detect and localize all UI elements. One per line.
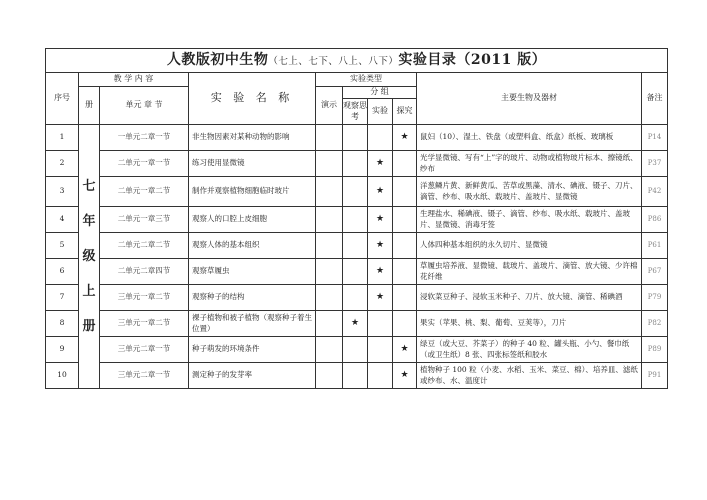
row-experiment-name: 非生物因素对某种动物的影响 xyxy=(189,125,316,151)
row-experiment-name: 测定种子的发芽率 xyxy=(189,363,316,389)
table-row xyxy=(46,125,668,151)
row-page: P82 xyxy=(642,311,668,337)
row-materials: 草履虫培养液、显微镜、载玻片、盖玻片、滴管、放大镜、少许棉花纤维 xyxy=(417,259,642,285)
row-materials: 鼠妇（10）、湿土、铁盘（或塑料盒、纸盒）纸板、玻璃板 xyxy=(417,125,642,151)
row-unit: 二单元一章三节 xyxy=(100,207,189,233)
row-experiment-name: 观察人的口腔上皮细胞 xyxy=(189,207,316,233)
header-seq: 序号 xyxy=(46,73,79,125)
title-grades: （七上、七下、八上、八下） xyxy=(268,56,399,68)
star-icon: ★ xyxy=(375,266,385,277)
row-experiment xyxy=(368,311,393,337)
row-demo xyxy=(316,285,343,311)
row-explore xyxy=(393,233,417,259)
row-unit: 二单元一章二节 xyxy=(100,177,189,207)
header-group: 分 组 xyxy=(343,87,417,99)
row-observe xyxy=(343,177,368,207)
star-icon: ★ xyxy=(375,158,385,169)
row-no: 1 xyxy=(46,125,79,151)
table-row xyxy=(46,151,668,177)
star-icon: ★ xyxy=(350,318,360,329)
row-observe xyxy=(343,151,368,177)
star-icon: ★ xyxy=(375,186,385,197)
row-demo xyxy=(316,177,343,207)
row-experiment xyxy=(368,337,393,363)
table-row xyxy=(46,311,668,337)
row-unit: 一单元二章一节 xyxy=(100,125,189,151)
row-experiment xyxy=(368,363,393,389)
row-materials: 植物种子 100 粒（小麦、水稻、玉米、菜豆、棉）、培养皿、滤纸或纱布、水、温度计 xyxy=(417,363,642,389)
table-row xyxy=(46,233,668,259)
row-observe xyxy=(343,363,368,389)
header-materials: 主要生物及器材 xyxy=(417,73,642,125)
row-no: 2 xyxy=(46,151,79,177)
row-page: P37 xyxy=(642,151,668,177)
row-observe xyxy=(343,311,368,337)
row-observe xyxy=(343,233,368,259)
row-demo xyxy=(316,337,343,363)
row-no: 6 xyxy=(46,259,79,285)
row-no: 5 xyxy=(46,233,79,259)
row-demo xyxy=(316,207,343,233)
header-remarks: 备注 xyxy=(642,73,668,125)
page-title xyxy=(46,49,668,73)
row-page: P67 xyxy=(642,259,668,285)
row-experiment-name: 裸子植物和被子植物（观察种子着生位置） xyxy=(189,311,316,337)
row-no: 9 xyxy=(46,337,79,363)
experiment-catalog-table xyxy=(45,48,668,389)
row-materials: 洋葱鳞片黄、新鲜黄瓜、苦草或黑藻、清水、碘液、镊子、刀片、滴管、纱布、吸水纸、载玻片、盖玻片、显微镜 xyxy=(417,177,642,207)
row-experiment xyxy=(368,259,393,285)
row-experiment xyxy=(368,207,393,233)
table-row xyxy=(46,177,668,207)
row-explore xyxy=(393,125,417,151)
row-experiment-name: 练习使用显微镜 xyxy=(189,151,316,177)
header-explore: 探究 xyxy=(393,99,417,125)
header-unit-chapter: 单元 章 节 xyxy=(100,87,189,125)
row-unit: 三单元一章二节 xyxy=(100,311,189,337)
title-suffix: 实验目录（2011 版） xyxy=(398,52,547,69)
row-experiment-name: 种子萌发的环境条件 xyxy=(189,337,316,363)
row-unit: 三单元一章二节 xyxy=(100,285,189,311)
row-experiment xyxy=(368,285,393,311)
table-row xyxy=(46,337,668,363)
row-page: P14 xyxy=(642,125,668,151)
header-demo: 演示 xyxy=(316,87,343,125)
row-materials: 浸软菜豆种子、浸软玉米种子、刀片、放大镜、滴管、稀碘酒 xyxy=(417,285,642,311)
row-explore xyxy=(393,177,417,207)
row-observe xyxy=(343,259,368,285)
header-observe: 观察思考 xyxy=(343,99,368,125)
row-observe xyxy=(343,207,368,233)
row-demo xyxy=(316,363,343,389)
row-explore xyxy=(393,311,417,337)
row-demo xyxy=(316,311,343,337)
row-materials: 果实（苹果、桃、梨、葡萄、豆荚等），刀片 xyxy=(417,311,642,337)
table-row xyxy=(46,259,668,285)
row-unit: 二单元二章二节 xyxy=(100,233,189,259)
star-icon: ★ xyxy=(375,292,385,303)
row-unit: 三单元二章一节 xyxy=(100,337,189,363)
row-page: P89 xyxy=(642,337,668,363)
table-row xyxy=(46,363,668,389)
header-experiment-type: 实验类型 xyxy=(316,73,417,87)
row-materials: 绿豆（或大豆、芥菜子）的种子 40 粒、罐头瓶、小勺、餐巾纸（或卫生纸）8 张、四张标签纸和胶水 xyxy=(417,337,642,363)
row-demo xyxy=(316,151,343,177)
row-observe xyxy=(343,125,368,151)
star-icon: ★ xyxy=(375,214,385,225)
row-explore xyxy=(393,151,417,177)
row-demo xyxy=(316,259,343,285)
row-explore xyxy=(393,207,417,233)
title-main: 人教版初中生物 xyxy=(166,52,269,69)
star-icon: ★ xyxy=(400,344,409,355)
row-page: P61 xyxy=(642,233,668,259)
header-experiment-name: 实 验 名 称 xyxy=(189,73,316,125)
row-no: 4 xyxy=(46,207,79,233)
header-volume: 册 xyxy=(79,87,100,125)
row-unit: 三单元二章一节 xyxy=(100,363,189,389)
row-no: 7 xyxy=(46,285,79,311)
table-row xyxy=(46,207,668,233)
row-experiment-name: 制作并观察植物细胞临时玻片 xyxy=(189,177,316,207)
row-page: P86 xyxy=(642,207,668,233)
table-row xyxy=(46,285,668,311)
header-teaching-content: 教 学 内 容 xyxy=(79,73,189,87)
row-page: P79 xyxy=(642,285,668,311)
row-unit: 二单元一章一节 xyxy=(100,151,189,177)
row-demo xyxy=(316,233,343,259)
row-observe xyxy=(343,337,368,363)
row-experiment xyxy=(368,151,393,177)
row-explore xyxy=(393,259,417,285)
row-materials: 人体四种基本组织的永久切片、显微镜 xyxy=(417,233,642,259)
row-explore xyxy=(393,363,417,389)
row-experiment xyxy=(368,177,393,207)
row-no: 3 xyxy=(46,177,79,207)
grade-label: 七 年 级 上 册 xyxy=(79,125,100,389)
row-experiment xyxy=(368,233,393,259)
row-no: 8 xyxy=(46,311,79,337)
row-page: P91 xyxy=(642,363,668,389)
row-experiment-name: 观察草履虫 xyxy=(189,259,316,285)
row-experiment-name: 观察人体的基本组织 xyxy=(189,233,316,259)
row-page: P42 xyxy=(642,177,668,207)
star-icon: ★ xyxy=(375,240,385,251)
row-observe xyxy=(343,285,368,311)
header-experiment: 实验 xyxy=(368,99,393,125)
row-unit: 二单元二章四节 xyxy=(100,259,189,285)
row-demo xyxy=(316,125,343,151)
star-icon: ★ xyxy=(400,370,409,381)
star-icon: ★ xyxy=(400,132,409,143)
row-experiment xyxy=(368,125,393,151)
row-materials: 生理盐水、稀碘液、镊子、滴管、纱布、吸水纸、载玻片、盖玻片、显微镜、消毒牙签 xyxy=(417,207,642,233)
row-explore xyxy=(393,337,417,363)
row-experiment-name: 观察种子的结构 xyxy=(189,285,316,311)
row-explore xyxy=(393,285,417,311)
row-no: 10 xyxy=(46,363,79,389)
row-materials: 光学显微镜、写有“上”字的玻片、动物或植物玻片标本、擦镜纸、纱布 xyxy=(417,151,642,177)
